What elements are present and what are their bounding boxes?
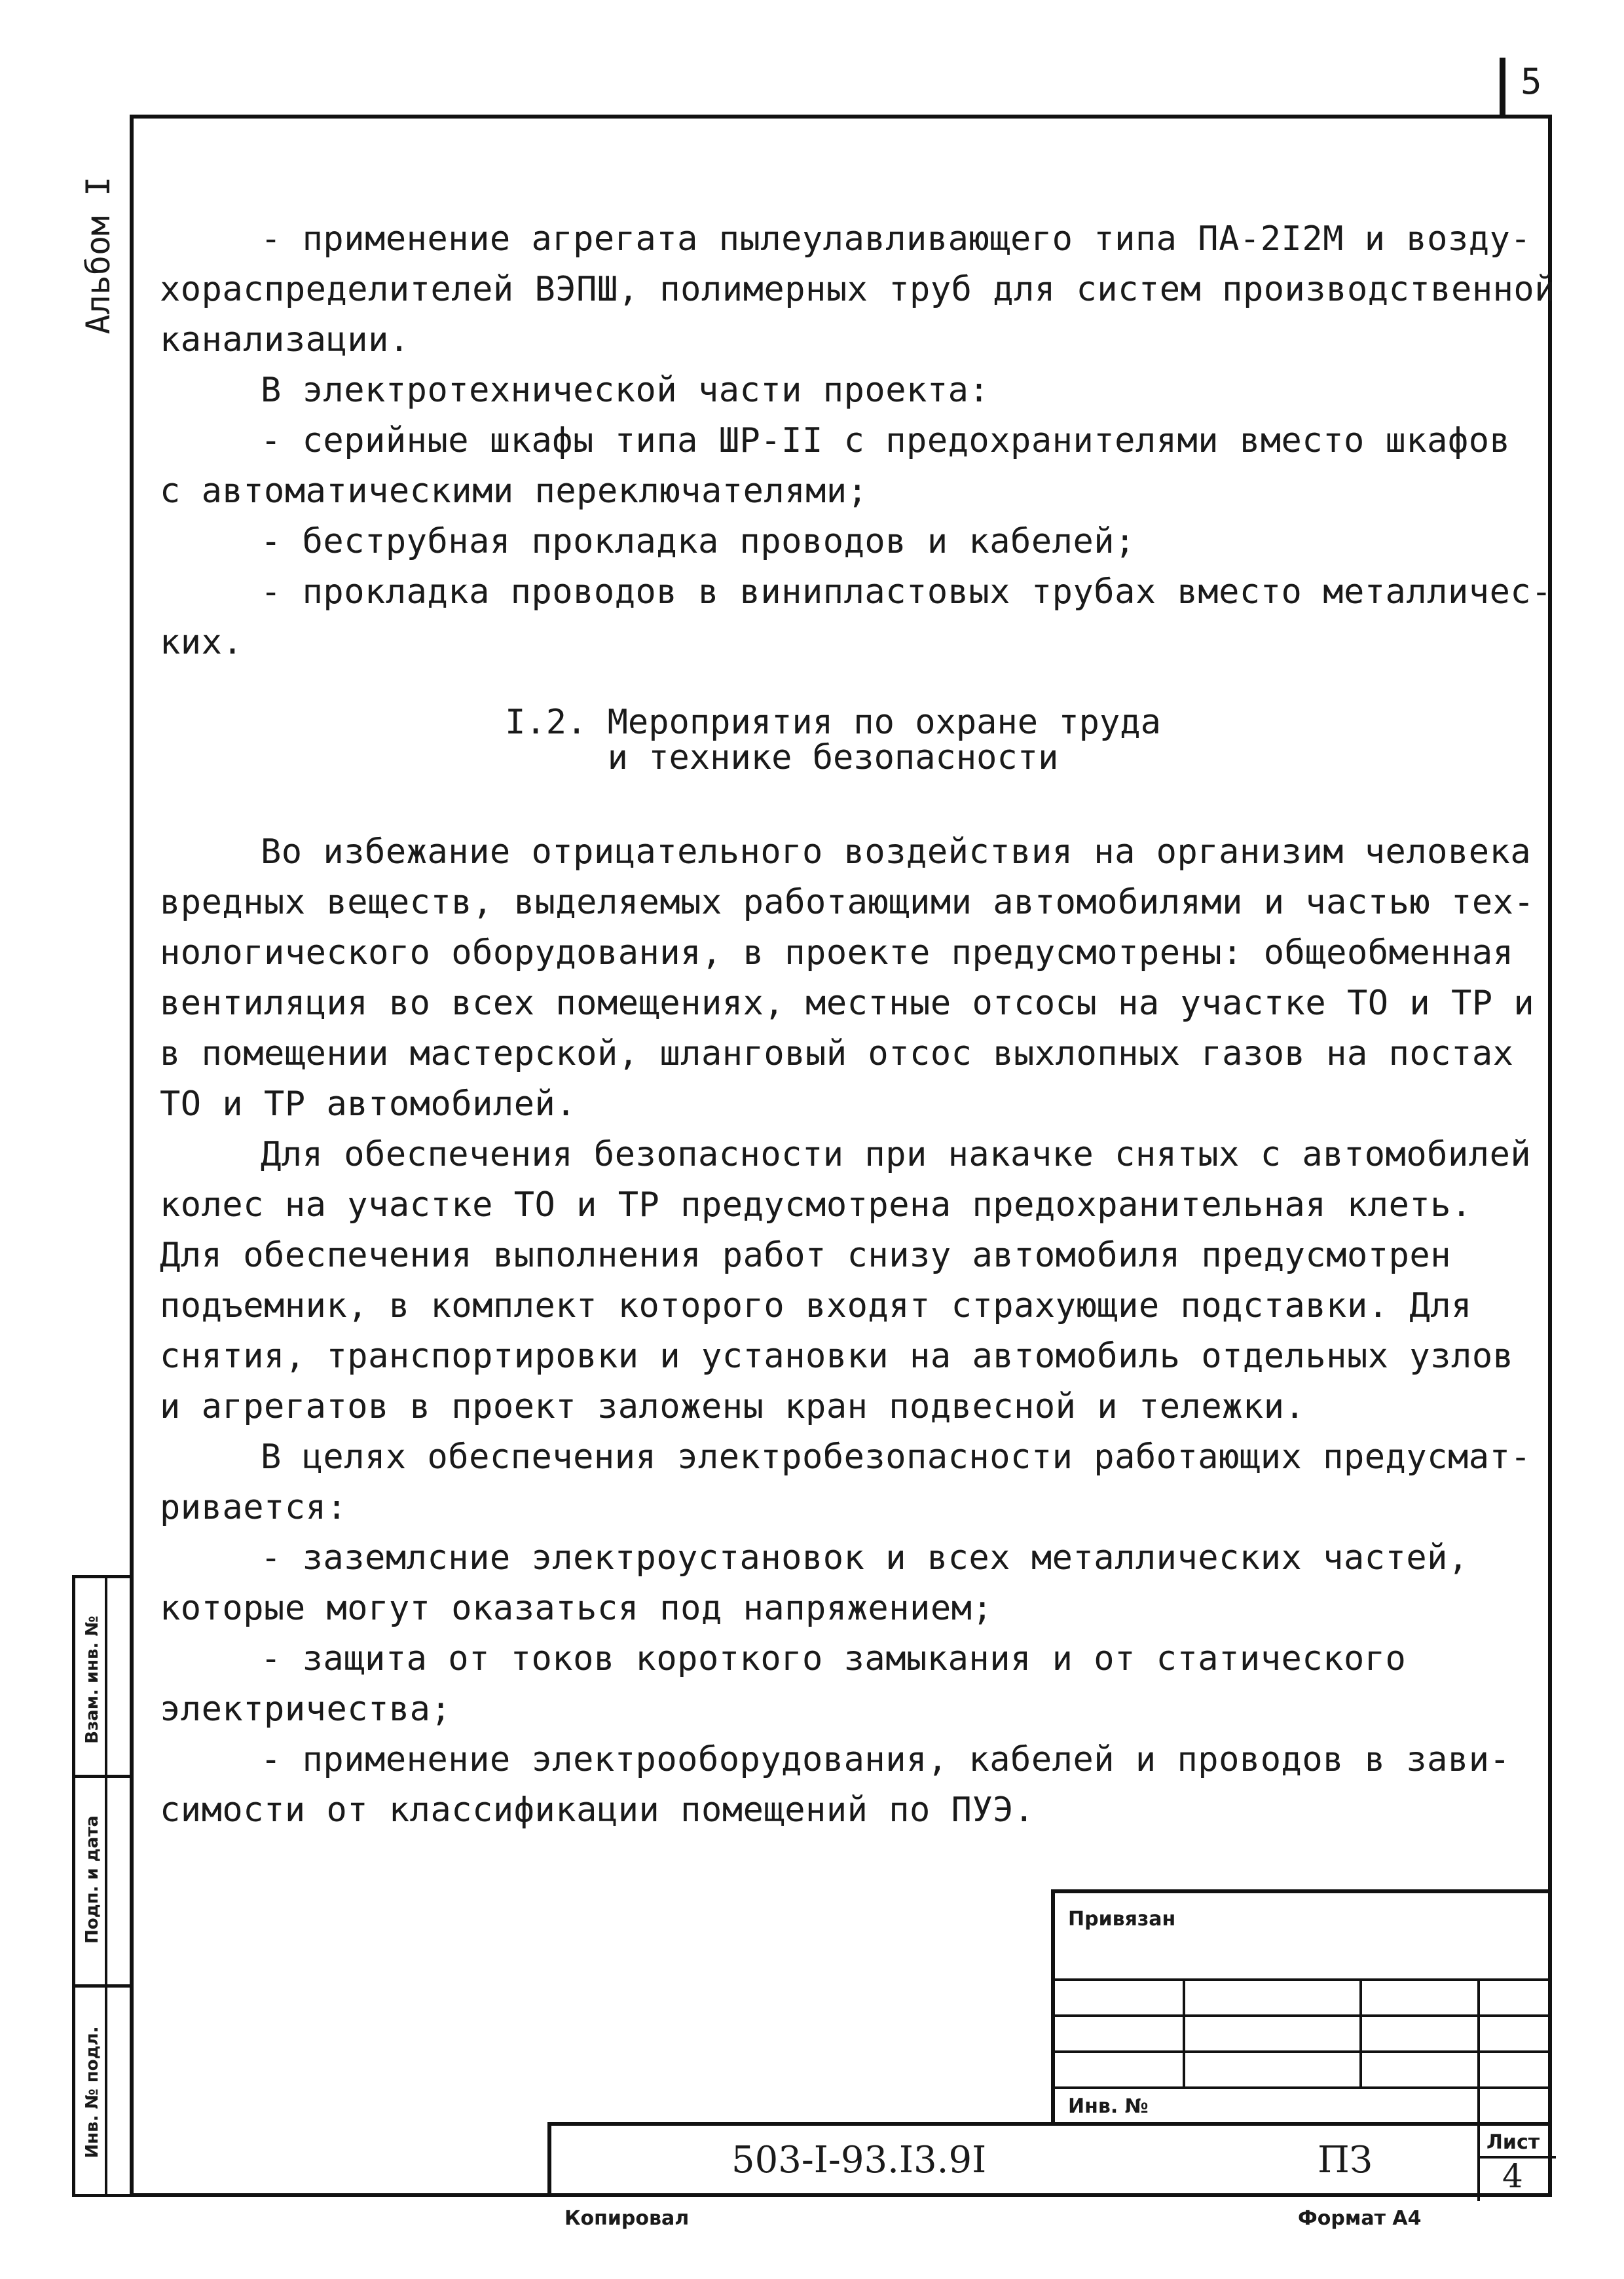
body-line: и агрегатов в проект заложены кран подвесной и тележки.	[160, 1387, 1306, 1426]
body-line: ривается:	[160, 1488, 348, 1527]
body-line: электричества;	[160, 1690, 452, 1729]
page-number-bar	[1500, 58, 1505, 117]
stamp-label-podp-data: Подп. и дата	[83, 1815, 102, 1944]
tb-line	[1477, 1978, 1480, 2128]
sheet-number: 4	[1502, 2157, 1523, 2195]
body-line: В электротехнической части проекта:	[261, 371, 990, 410]
section-heading: и технике безопасности	[607, 738, 1059, 777]
body-line: вентиляция во всех помещениях, местные отсосы на участке ТО и ТР и	[160, 984, 1535, 1023]
body-line: - заземлсние электроустановок и всех металлических частей,	[261, 1538, 1469, 1578]
body-line: с автоматическими переключателями;	[160, 472, 868, 511]
sheet-label: Лист	[1486, 2131, 1540, 2154]
tb-line	[1359, 1978, 1362, 2086]
page-number: 5	[1521, 61, 1542, 102]
tb-line	[1183, 1978, 1185, 2086]
stamp-label-vzam-inv: Взам. инв. №	[83, 1616, 102, 1744]
format-label: Формат А4	[1298, 2207, 1422, 2230]
section-heading: I.2. Мероприятия по охране труда	[505, 703, 1161, 742]
body-line: хораспределителей ВЭПШ, полимерных труб для систем производственной	[160, 270, 1556, 309]
body-line: Для обеспечения безопасности при накачке снятых с автомобилей	[261, 1135, 1532, 1174]
tb-line	[1055, 2086, 1548, 2089]
body-line: ких.	[160, 623, 244, 662]
tb-line	[1055, 1978, 1548, 1981]
body-line: - применение электрооборудования, кабелей и проводов в зави-	[261, 1740, 1511, 1779]
kopiroval-label: Копировал	[564, 2207, 690, 2230]
body-line: которые могут оказаться под напряжением;	[160, 1589, 993, 1628]
body-line: - беструбная прокладка проводов и кабелей;	[261, 522, 1135, 561]
body-line: симости от классификации помещений по ПУЭ.	[160, 1790, 1035, 1830]
left-stamp	[72, 1575, 134, 2197]
inv-no-label: Инв. №	[1068, 2095, 1149, 2118]
stamp-divider	[75, 1984, 130, 1988]
stamp-label-inv-podl: Инв. № подл.	[83, 2026, 102, 2159]
tb-line	[1477, 2126, 1480, 2201]
title-block-upper	[1051, 1889, 1552, 2124]
tb-line	[1055, 2014, 1548, 2017]
stamp-divider	[75, 1775, 130, 1778]
body-line: подъемник, в комплект которого входят страхующие подставки. Для	[160, 1286, 1472, 1325]
body-line: снятия, транспортировки и установки на автомобиль отдельных узлов	[160, 1337, 1514, 1376]
body-line: - применение агрегата пылеулавливающего типа ПА-2I2М и возду-	[261, 219, 1532, 259]
stamp-inner-line	[105, 1578, 107, 2194]
body-line: - защита от токов короткого замыкания и от статического	[261, 1639, 1407, 1678]
body-line: Для обеспечения выполнения работ снизу автомобиля предусмотрен	[160, 1236, 1452, 1275]
title-block-main	[547, 2122, 1552, 2197]
body-line: в помещении мастерской, шланговый отсос выхлопных газов на постах	[160, 1034, 1514, 1073]
body-line: Во избежание отрицательного воздействия на организим человека	[261, 832, 1532, 872]
album-label: Альбом I	[79, 176, 117, 335]
body-line: канализации.	[160, 320, 410, 360]
document-code: 503-I-93.I3.9I	[731, 2139, 987, 2181]
body-line: вредных веществ, выделяемых работающими автомобилями и частью тех-	[160, 883, 1535, 922]
body-line: В целях обеспечения электробезопасности работающих предусмат-	[261, 1437, 1532, 1477]
body-line: колес на участке ТО и ТР предусмотрена предохранительная клеть.	[160, 1185, 1472, 1225]
privyazan-label: Привязан	[1068, 1908, 1176, 1931]
body-line: нологического оборудования, в проекте предусмотрены: общеобменная	[160, 933, 1514, 973]
body-line: - серийные шкафы типа ШР-II с предохранителями вместо шкафов	[261, 421, 1511, 460]
body-line: - прокладка проводов в винипластовых трубах вместо металличес-	[261, 572, 1553, 612]
body-line: ТО и ТР автомобилей.	[160, 1084, 577, 1124]
section-code: ПЗ	[1318, 2139, 1373, 2181]
tb-line	[1055, 2050, 1548, 2053]
